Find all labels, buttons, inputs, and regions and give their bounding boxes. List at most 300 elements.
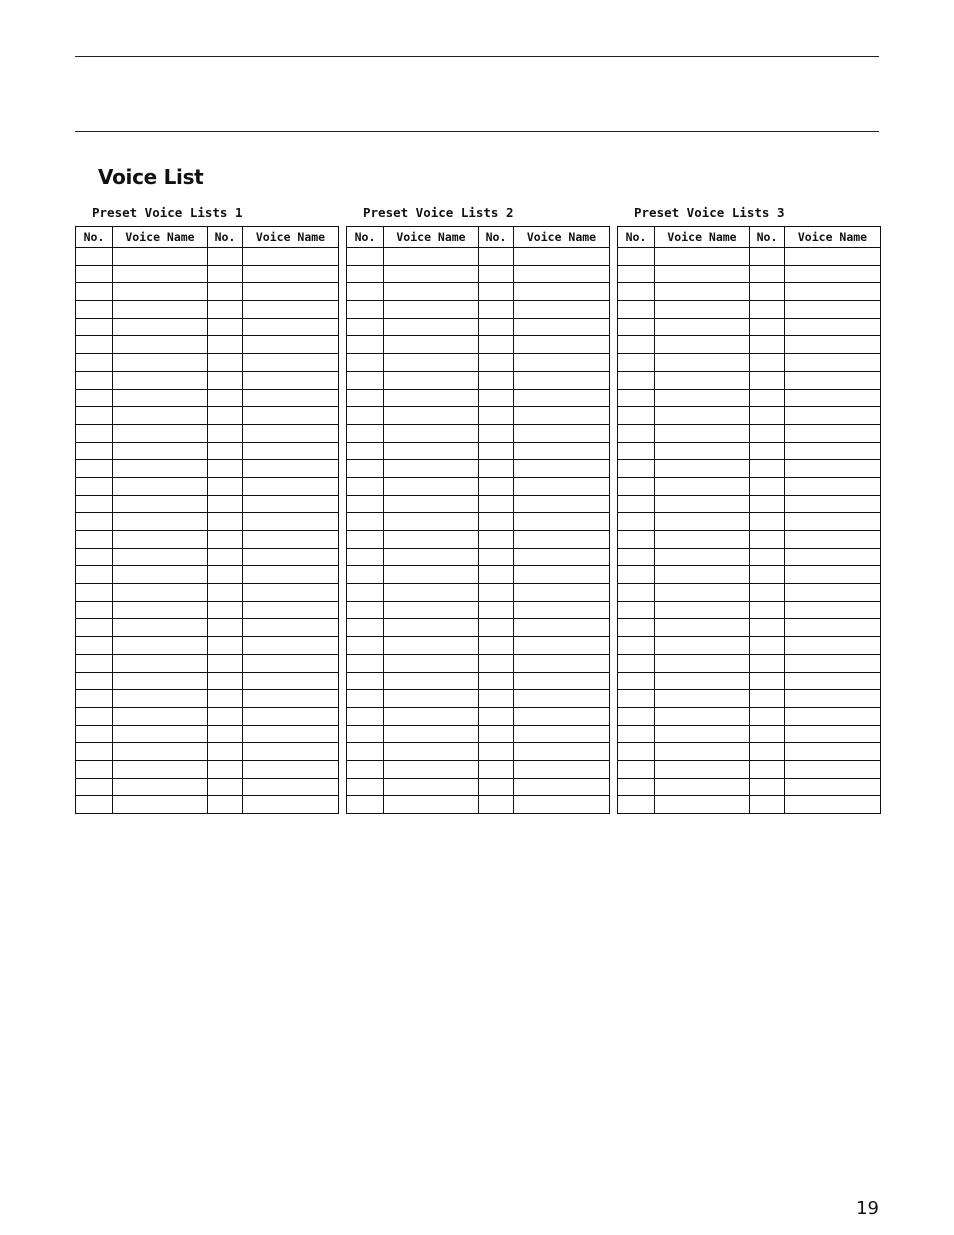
table-row bbox=[618, 637, 881, 655]
voice-no-cell bbox=[347, 548, 384, 566]
voice-name-cell bbox=[785, 637, 881, 655]
voice-no-cell bbox=[347, 778, 384, 796]
voice-no-cell bbox=[750, 513, 785, 531]
voice-name-cell bbox=[113, 743, 208, 761]
voice-no-cell bbox=[347, 743, 384, 761]
voice-name-cell bbox=[384, 760, 479, 778]
voice-no-cell bbox=[479, 725, 514, 743]
voice-name-cell bbox=[384, 477, 479, 495]
voice-name-cell bbox=[113, 318, 208, 336]
voice-name-cell bbox=[785, 389, 881, 407]
voice-name-cell bbox=[243, 424, 339, 442]
voice-name-cell bbox=[785, 566, 881, 584]
voice-no-cell bbox=[479, 760, 514, 778]
voice-name-cell bbox=[514, 725, 610, 743]
voice-name-cell bbox=[655, 690, 750, 708]
voice-name-cell bbox=[785, 460, 881, 478]
voice-name-cell bbox=[785, 619, 881, 637]
voice-no-cell bbox=[750, 477, 785, 495]
voice-name-cell bbox=[243, 531, 339, 549]
voice-name-cell bbox=[113, 707, 208, 725]
table-row bbox=[347, 584, 610, 602]
preset-voice-list-1 bbox=[75, 203, 338, 814]
voice-no-cell bbox=[479, 796, 514, 814]
voice-no-cell bbox=[76, 796, 113, 814]
table-row bbox=[76, 531, 339, 549]
voice-no-cell bbox=[208, 601, 243, 619]
voice-no-cell bbox=[347, 442, 384, 460]
voice-name-cell bbox=[655, 265, 750, 283]
voice-name-cell bbox=[655, 743, 750, 761]
voice-name-cell bbox=[243, 654, 339, 672]
voice-no-cell bbox=[76, 725, 113, 743]
table-row bbox=[347, 601, 610, 619]
voice-no-cell bbox=[750, 690, 785, 708]
voice-name-cell bbox=[243, 371, 339, 389]
voice-name-cell bbox=[785, 531, 881, 549]
voice-name-cell bbox=[655, 407, 750, 425]
voice-name-cell bbox=[785, 265, 881, 283]
voice-no-cell bbox=[618, 283, 655, 301]
voice-no-cell bbox=[76, 584, 113, 602]
table-row bbox=[347, 301, 610, 319]
voice-name-cell bbox=[514, 407, 610, 425]
table-row bbox=[76, 283, 339, 301]
voice-no-cell bbox=[618, 672, 655, 690]
voice-name-cell bbox=[243, 460, 339, 478]
table-row bbox=[347, 778, 610, 796]
voice-name-cell bbox=[514, 336, 610, 354]
voice-no-cell bbox=[618, 354, 655, 372]
voice-name-cell bbox=[514, 371, 610, 389]
voice-name-cell bbox=[384, 672, 479, 690]
voice-name-cell bbox=[113, 354, 208, 372]
voice-name-cell bbox=[384, 654, 479, 672]
section-title: Voice List bbox=[98, 165, 204, 189]
voice-name-cell bbox=[514, 778, 610, 796]
voice-name-cell bbox=[655, 707, 750, 725]
voice-name-cell bbox=[514, 690, 610, 708]
table-row bbox=[618, 301, 881, 319]
voice-no-cell bbox=[347, 566, 384, 584]
voice-no-cell bbox=[347, 283, 384, 301]
voice-no-cell bbox=[479, 248, 514, 266]
table-row bbox=[618, 248, 881, 266]
table-row bbox=[347, 743, 610, 761]
voice-name-cell bbox=[514, 760, 610, 778]
table-row bbox=[618, 654, 881, 672]
voice-no-cell bbox=[479, 318, 514, 336]
table-row bbox=[347, 371, 610, 389]
voice-name-cell bbox=[384, 301, 479, 319]
voice-no-cell bbox=[347, 336, 384, 354]
voice-name-cell bbox=[384, 371, 479, 389]
table-header-row bbox=[76, 227, 339, 248]
voice-no-cell bbox=[76, 336, 113, 354]
voice-name-cell bbox=[785, 743, 881, 761]
voice-no-cell bbox=[76, 283, 113, 301]
voice-no-cell bbox=[208, 389, 243, 407]
page-number: 19 bbox=[856, 1198, 879, 1219]
voice-no-cell bbox=[618, 336, 655, 354]
voice-name-cell bbox=[243, 760, 339, 778]
voice-no-cell bbox=[750, 407, 785, 425]
voice-name-cell bbox=[785, 283, 881, 301]
table-row bbox=[347, 265, 610, 283]
table-row bbox=[347, 725, 610, 743]
voice-no-cell bbox=[347, 760, 384, 778]
table-row bbox=[618, 707, 881, 725]
voice-no-cell bbox=[208, 513, 243, 531]
voice-name-cell bbox=[384, 513, 479, 531]
voice-name-cell bbox=[113, 760, 208, 778]
voice-name-cell bbox=[384, 601, 479, 619]
voice-no-cell bbox=[479, 566, 514, 584]
voice-no-cell bbox=[750, 707, 785, 725]
voice-name-cell bbox=[113, 248, 208, 266]
voice-no-cell bbox=[208, 283, 243, 301]
voice-name-cell bbox=[514, 584, 610, 602]
voice-no-cell bbox=[347, 796, 384, 814]
column-header-no: No. bbox=[618, 227, 655, 248]
voice-no-cell bbox=[208, 566, 243, 584]
voice-name-cell bbox=[514, 672, 610, 690]
table-row bbox=[76, 265, 339, 283]
table-row bbox=[618, 389, 881, 407]
voice-no-cell bbox=[208, 654, 243, 672]
voice-name-cell bbox=[384, 743, 479, 761]
voice-no-cell bbox=[76, 265, 113, 283]
voice-no-cell bbox=[208, 690, 243, 708]
table-row bbox=[618, 407, 881, 425]
table-row bbox=[76, 672, 339, 690]
table-row bbox=[76, 690, 339, 708]
table-row bbox=[347, 796, 610, 814]
voice-no-cell bbox=[750, 389, 785, 407]
voice-no-cell bbox=[76, 778, 113, 796]
voice-name-cell bbox=[785, 495, 881, 513]
voice-name-cell bbox=[243, 672, 339, 690]
voice-no-cell bbox=[76, 637, 113, 655]
table-row bbox=[618, 743, 881, 761]
table-row bbox=[618, 619, 881, 637]
voice-no-cell bbox=[479, 477, 514, 495]
table-row bbox=[76, 407, 339, 425]
column-header-no: No. bbox=[347, 227, 384, 248]
voice-name-cell bbox=[655, 566, 750, 584]
voice-name-cell bbox=[113, 513, 208, 531]
voice-no-cell bbox=[347, 690, 384, 708]
voice-name-cell bbox=[655, 460, 750, 478]
voice-name-cell bbox=[655, 725, 750, 743]
voice-no-cell bbox=[750, 760, 785, 778]
voice-no-cell bbox=[76, 707, 113, 725]
voice-name-cell bbox=[113, 371, 208, 389]
voice-no-cell bbox=[208, 725, 243, 743]
voice-no-cell bbox=[618, 548, 655, 566]
voice-name-cell bbox=[243, 389, 339, 407]
voice-name-cell bbox=[785, 584, 881, 602]
voice-name-cell bbox=[785, 354, 881, 372]
voice-name-cell bbox=[514, 619, 610, 637]
voice-no-cell bbox=[479, 707, 514, 725]
table-row bbox=[618, 442, 881, 460]
voice-name-cell bbox=[113, 548, 208, 566]
voice-name-cell bbox=[514, 548, 610, 566]
voice-no-cell bbox=[76, 371, 113, 389]
voice-name-cell bbox=[655, 248, 750, 266]
voice-no-cell bbox=[208, 619, 243, 637]
table-row bbox=[76, 336, 339, 354]
voice-no-cell bbox=[347, 371, 384, 389]
voice-no-cell bbox=[479, 495, 514, 513]
voice-name-cell bbox=[384, 424, 479, 442]
voice-name-cell bbox=[243, 265, 339, 283]
voice-name-cell bbox=[384, 531, 479, 549]
table-row bbox=[76, 495, 339, 513]
voice-name-cell bbox=[785, 707, 881, 725]
table-row bbox=[347, 389, 610, 407]
table-row bbox=[618, 460, 881, 478]
voice-name-cell bbox=[655, 336, 750, 354]
table-row bbox=[76, 619, 339, 637]
voice-name-cell bbox=[113, 442, 208, 460]
voice-name-cell bbox=[113, 584, 208, 602]
voice-name-cell bbox=[655, 477, 750, 495]
voice-name-cell bbox=[514, 389, 610, 407]
table-row bbox=[76, 654, 339, 672]
voice-name-cell bbox=[384, 442, 479, 460]
table-row bbox=[347, 442, 610, 460]
table-row bbox=[618, 672, 881, 690]
voice-name-cell bbox=[785, 301, 881, 319]
table-row bbox=[618, 531, 881, 549]
voice-name-cell bbox=[113, 637, 208, 655]
table-row bbox=[347, 283, 610, 301]
voice-no-cell bbox=[208, 371, 243, 389]
voice-name-cell bbox=[384, 283, 479, 301]
voice-name-cell bbox=[113, 407, 208, 425]
header-rule-top bbox=[75, 56, 879, 57]
voice-no-cell bbox=[750, 672, 785, 690]
voice-no-cell bbox=[750, 318, 785, 336]
voice-no-cell bbox=[618, 495, 655, 513]
table-row bbox=[76, 743, 339, 761]
table-row bbox=[618, 477, 881, 495]
voice-name-cell bbox=[243, 301, 339, 319]
voice-no-cell bbox=[479, 513, 514, 531]
voice-name-cell bbox=[514, 495, 610, 513]
voice-no-cell bbox=[479, 601, 514, 619]
voice-no-cell bbox=[750, 531, 785, 549]
voice-name-cell bbox=[514, 354, 610, 372]
voice-no-cell bbox=[347, 495, 384, 513]
table-header-row bbox=[618, 227, 881, 248]
voice-name-cell bbox=[785, 407, 881, 425]
voice-no-cell bbox=[479, 389, 514, 407]
voice-table bbox=[617, 226, 881, 814]
voice-no-cell bbox=[208, 707, 243, 725]
voice-name-cell bbox=[384, 637, 479, 655]
table-row bbox=[347, 477, 610, 495]
voice-name-cell bbox=[785, 248, 881, 266]
table-row bbox=[76, 389, 339, 407]
voice-name-cell bbox=[243, 637, 339, 655]
voice-name-cell bbox=[785, 371, 881, 389]
voice-name-cell bbox=[655, 301, 750, 319]
list-caption: Preset Voice Lists 3 bbox=[634, 205, 785, 220]
voice-no-cell bbox=[347, 531, 384, 549]
voice-no-cell bbox=[208, 743, 243, 761]
voice-name-cell bbox=[384, 548, 479, 566]
voice-no-cell bbox=[750, 601, 785, 619]
list-caption: Preset Voice Lists 2 bbox=[363, 205, 514, 220]
voice-no-cell bbox=[208, 407, 243, 425]
voice-name-cell bbox=[785, 548, 881, 566]
voice-name-cell bbox=[384, 584, 479, 602]
voice-name-cell bbox=[655, 371, 750, 389]
voice-no-cell bbox=[208, 442, 243, 460]
voice-name-cell bbox=[655, 601, 750, 619]
table-row bbox=[347, 566, 610, 584]
voice-name-cell bbox=[113, 531, 208, 549]
voice-no-cell bbox=[76, 460, 113, 478]
table-row bbox=[347, 460, 610, 478]
voice-no-cell bbox=[208, 531, 243, 549]
voice-no-cell bbox=[347, 619, 384, 637]
voice-no-cell bbox=[750, 442, 785, 460]
voice-name-cell bbox=[243, 336, 339, 354]
voice-name-cell bbox=[384, 566, 479, 584]
table-row bbox=[76, 442, 339, 460]
voice-no-cell bbox=[208, 336, 243, 354]
voice-no-cell bbox=[618, 265, 655, 283]
table-row bbox=[76, 460, 339, 478]
table-row bbox=[76, 760, 339, 778]
voice-no-cell bbox=[208, 477, 243, 495]
voice-name-cell bbox=[514, 743, 610, 761]
table-row bbox=[347, 248, 610, 266]
voice-no-cell bbox=[750, 460, 785, 478]
voice-name-cell bbox=[514, 283, 610, 301]
table-row bbox=[618, 760, 881, 778]
voice-no-cell bbox=[479, 301, 514, 319]
voice-no-cell bbox=[750, 725, 785, 743]
voice-name-cell bbox=[384, 407, 479, 425]
voice-no-cell bbox=[208, 672, 243, 690]
table-row bbox=[76, 354, 339, 372]
voice-name-cell bbox=[243, 690, 339, 708]
voice-name-cell bbox=[655, 548, 750, 566]
voice-no-cell bbox=[347, 407, 384, 425]
voice-name-cell bbox=[384, 460, 479, 478]
voice-name-cell bbox=[785, 760, 881, 778]
voice-name-cell bbox=[384, 796, 479, 814]
table-row bbox=[347, 495, 610, 513]
voice-no-cell bbox=[618, 371, 655, 389]
voice-no-cell bbox=[208, 760, 243, 778]
voice-no-cell bbox=[208, 354, 243, 372]
voice-no-cell bbox=[76, 566, 113, 584]
voice-no-cell bbox=[479, 265, 514, 283]
voice-name-cell bbox=[113, 301, 208, 319]
voice-name-cell bbox=[785, 477, 881, 495]
voice-name-cell bbox=[384, 619, 479, 637]
voice-name-cell bbox=[243, 707, 339, 725]
voice-no-cell bbox=[479, 336, 514, 354]
voice-no-cell bbox=[76, 477, 113, 495]
voice-no-cell bbox=[76, 495, 113, 513]
voice-no-cell bbox=[347, 477, 384, 495]
voice-table bbox=[346, 226, 610, 814]
voice-name-cell bbox=[113, 601, 208, 619]
table-row bbox=[618, 548, 881, 566]
table-row bbox=[347, 654, 610, 672]
voice-name-cell bbox=[514, 301, 610, 319]
voice-no-cell bbox=[208, 584, 243, 602]
voice-name-cell bbox=[384, 389, 479, 407]
table-row bbox=[76, 318, 339, 336]
voice-no-cell bbox=[208, 495, 243, 513]
voice-name-cell bbox=[243, 548, 339, 566]
voice-name-cell bbox=[113, 495, 208, 513]
voice-no-cell bbox=[618, 248, 655, 266]
voice-name-cell bbox=[514, 442, 610, 460]
voice-name-cell bbox=[785, 513, 881, 531]
voice-name-cell bbox=[514, 424, 610, 442]
voice-name-cell bbox=[384, 690, 479, 708]
voice-no-cell bbox=[479, 424, 514, 442]
voice-no-cell bbox=[76, 672, 113, 690]
column-header-voice-name: Voice Name bbox=[243, 227, 339, 248]
voice-name-cell bbox=[655, 495, 750, 513]
voice-name-cell bbox=[384, 336, 479, 354]
table-row bbox=[76, 796, 339, 814]
table-row bbox=[618, 283, 881, 301]
column-header-voice-name: Voice Name bbox=[384, 227, 479, 248]
voice-no-cell bbox=[750, 248, 785, 266]
voice-no-cell bbox=[76, 548, 113, 566]
voice-no-cell bbox=[618, 743, 655, 761]
voice-name-cell bbox=[514, 566, 610, 584]
voice-name-cell bbox=[113, 336, 208, 354]
table-header-row bbox=[347, 227, 610, 248]
voice-name-cell bbox=[514, 707, 610, 725]
voice-name-cell bbox=[384, 778, 479, 796]
voice-name-cell bbox=[384, 707, 479, 725]
table-row bbox=[76, 725, 339, 743]
voice-name-cell bbox=[785, 672, 881, 690]
voice-name-cell bbox=[243, 477, 339, 495]
voice-no-cell bbox=[208, 265, 243, 283]
voice-no-cell bbox=[76, 690, 113, 708]
table-row bbox=[76, 601, 339, 619]
voice-no-cell bbox=[347, 389, 384, 407]
voice-name-cell bbox=[243, 442, 339, 460]
table-row bbox=[618, 513, 881, 531]
voice-no-cell bbox=[76, 301, 113, 319]
voice-name-cell bbox=[113, 283, 208, 301]
table-row bbox=[76, 707, 339, 725]
voice-name-cell bbox=[243, 601, 339, 619]
voice-no-cell bbox=[479, 442, 514, 460]
voice-no-cell bbox=[750, 743, 785, 761]
voice-name-cell bbox=[655, 354, 750, 372]
list-caption: Preset Voice Lists 1 bbox=[92, 205, 243, 220]
table-row bbox=[347, 707, 610, 725]
voice-name-cell bbox=[113, 690, 208, 708]
voice-no-cell bbox=[618, 442, 655, 460]
